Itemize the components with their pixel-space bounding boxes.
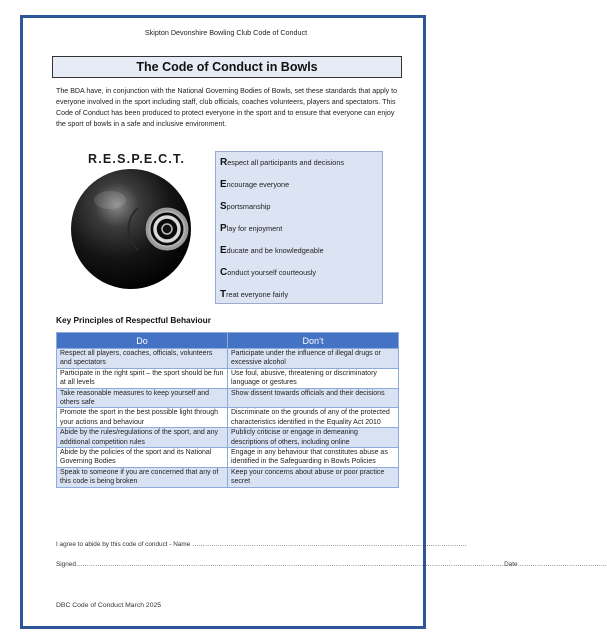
table-row <box>57 388 399 408</box>
respect-item: Sportsmanship <box>220 201 271 212</box>
table-row <box>57 467 399 487</box>
principles-table <box>56 332 399 488</box>
do-cell: Participate in the right spirit – the sport should be fun at all levels <box>57 368 228 388</box>
dont-cell: Publicly criticise or engage in demeaning descriptions of others, including online <box>228 428 399 448</box>
table-row <box>57 349 399 369</box>
do-cell: Respect all players, coaches, officials, volunteers and spectators <box>57 349 228 369</box>
dont-column-header: Don’t <box>228 333 399 349</box>
page-title: The Code of Conduct in Bowls <box>52 56 402 78</box>
respect-acrostic-box <box>215 151 383 304</box>
respect-heading: R.E.S.P.E.C.T. <box>88 152 186 166</box>
respect-item: Educate and be knowledgeable <box>220 245 324 256</box>
do-cell: Abide by the policies of the sport and its National Governing Bodies <box>57 448 228 468</box>
table-row <box>57 368 399 388</box>
dont-cell: Show dissent towards officials and their decisions <box>228 388 399 408</box>
table-row <box>57 448 399 468</box>
respect-item: Treat everyone fairly <box>220 289 289 300</box>
bowl-image <box>70 168 192 290</box>
document-header: Skipton Devonshire Bowling Club Code of Conduct <box>144 28 308 37</box>
dont-cell: Discriminate on the grounds of any of the protected characteristics identified in the Equality Act 2010 <box>228 408 399 428</box>
intro-paragraph: The BDA have, in conjunction with the National Governing Bodies of Bowls, set these standards that apply to everyone involved in the sport including staff, club officials, coaches volunteers, players and spectators. This Code of Conduct has been produced to protect everyone in the sport and to ensure that everyone can enjoy the sport of bowls in a safe and inclusive environment. <box>56 87 398 128</box>
do-cell: Promote the sport in the best possible light through your actions and behaviour <box>57 408 228 428</box>
dont-cell: Keep your concerns about abuse or poor practice secret <box>228 467 399 487</box>
table-row <box>57 428 399 448</box>
dont-cell: Engage in any behaviour that constitutes abuse as identified in the Safeguarding in Bowls Policies <box>228 448 399 468</box>
dont-cell: Use foul, abusive, threatening or discriminatory language or gestures <box>228 368 399 388</box>
table-row <box>57 408 399 428</box>
do-cell: Speak to someone if you are concerned that any of this code is being broken <box>57 467 228 487</box>
signature-date-line: Signed…………………………………………………………………………………………………………………………………………………………………………………Date…………………………………… <box>56 561 607 568</box>
key-principles-heading: Key Principles of Respectful Behaviour <box>56 315 211 325</box>
respect-item: Conduct yourself courteously <box>220 267 317 278</box>
respect-item: Respect all participants and decisions <box>220 157 345 168</box>
do-cell: Abide by the rules/regulations of the sport, and any additional competition rules <box>57 428 228 448</box>
agreement-name-line: I agree to abide by this code of conduct - Name ………………………………………………………………………………………………………………… <box>56 541 467 548</box>
do-column-header: Do <box>57 333 228 349</box>
respect-item: Play for enjoyment <box>220 223 283 234</box>
respect-item: Encourage everyone <box>220 179 290 190</box>
document-footer: DBC Code of Conduct March 2025 <box>56 602 162 609</box>
do-cell: Take reasonable measures to keep yourself and others safe <box>57 388 228 408</box>
dont-cell: Participate under the influence of illegal drugs or excessive alcohol <box>228 349 399 369</box>
